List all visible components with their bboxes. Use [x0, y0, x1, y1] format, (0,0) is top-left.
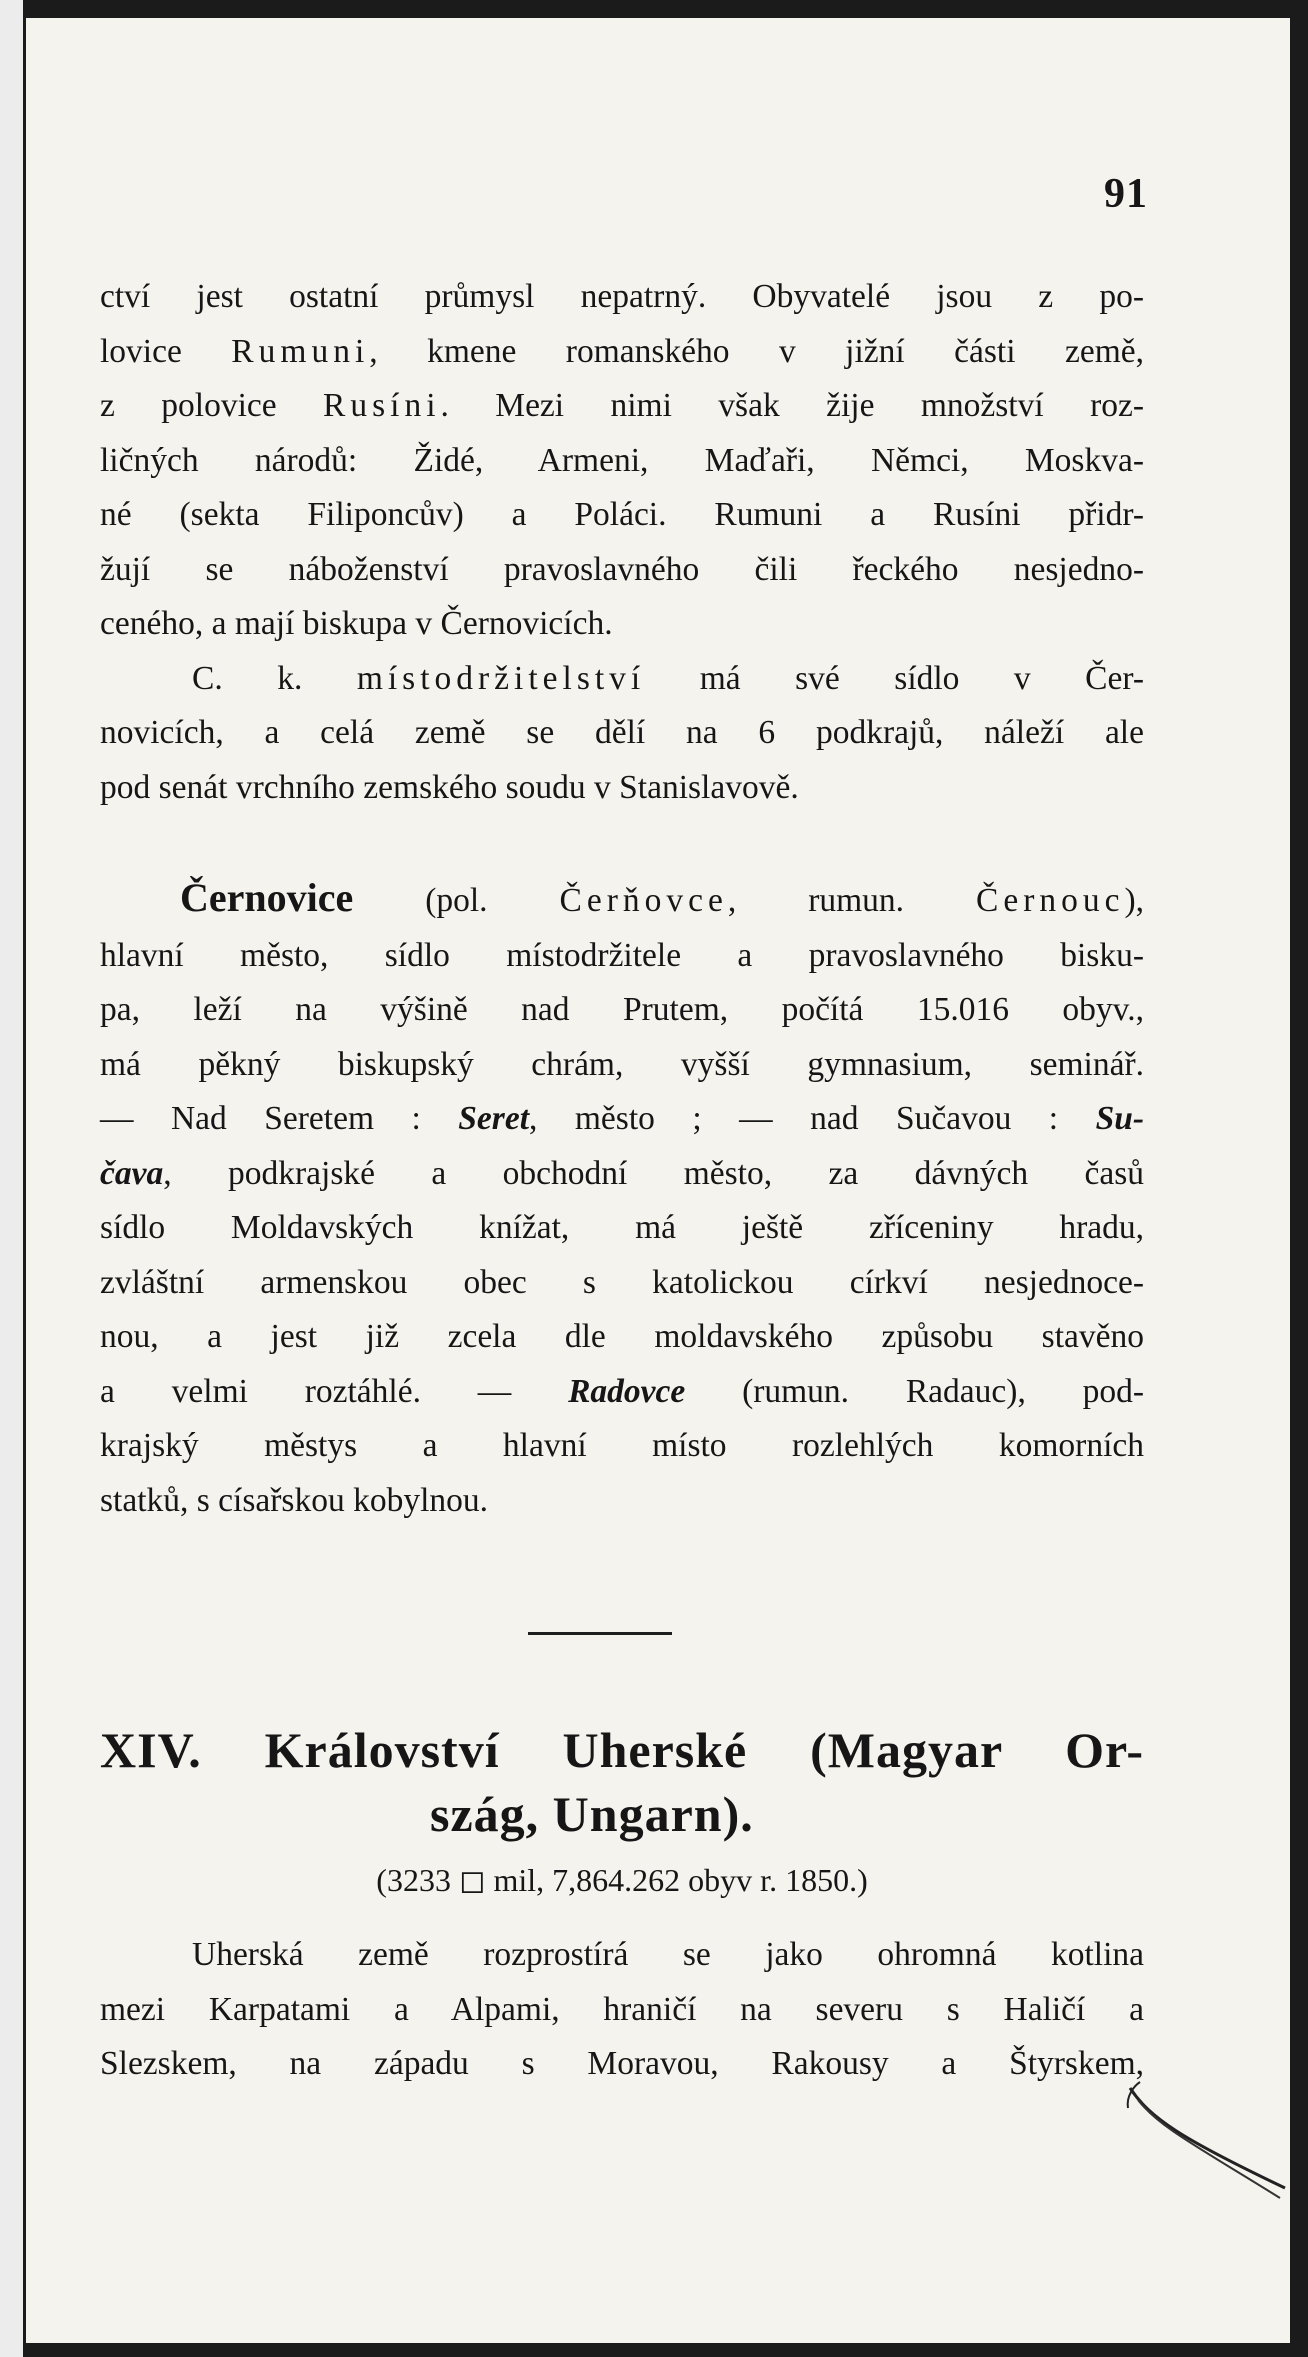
text-line: sídlo Moldavských knížat, má ještě zříceniny hradu,	[100, 1209, 1144, 1246]
text-line: čava, podkrajské a obchodní město, za dávných časů	[100, 1154, 1144, 1192]
place-name-italic: Radovce	[568, 1372, 686, 1410]
text-line: žují se náboženství pravoslavného čili řeckého nesjedno-	[100, 550, 1144, 588]
text-line: Černovice (pol. Čerňovce, rumun. Černouc),	[180, 875, 1145, 920]
text-line: pod senát vrchního zemského soudu v Stanislavově.	[100, 768, 799, 806]
text-line: krajský městys a hlavní místo rozlehlých komorních	[100, 1427, 1144, 1464]
section-divider	[528, 1632, 672, 1635]
text-line: pa, leží na výšině nad Prutem, počítá 15.016 obyv.,	[100, 991, 1144, 1028]
paragraph-hungary	[100, 1928, 1144, 2092]
text-line: zvláštní armenskou obec s katolickou církví nesjednoce-	[100, 1263, 1144, 1301]
text-line: C. k. místodržitelství má své sídlo v Čer-	[192, 659, 1144, 697]
text-line: statků, s císařskou kobylnou.	[100, 1481, 489, 1519]
place-name-italic: čava	[100, 1154, 164, 1192]
text-line: a velmi roztáhlé. — Radovce (rumun. Radauc), pod-	[100, 1372, 1145, 1410]
text-line: novicích, a celá země se dělí na 6 podkrajů, náleží ale	[100, 714, 1144, 751]
heading-line: XIV. Království Uherské (Magyar Or-	[100, 1722, 1144, 1778]
pencil-mark-icon	[1110, 2078, 1290, 2258]
text-line: ceného, a mají biskupa v Černovicích.	[100, 605, 613, 642]
section-subheading: (3233 ◻ mil, 7,864.262 obyv r. 1850.)	[376, 1862, 868, 1898]
text-line: Uherská země rozprostírá se jako ohromná kotlina	[192, 1936, 1144, 1973]
text-line: nou, a jest již zcela dle moldavského způsobu stavěno	[100, 1318, 1144, 1355]
text-line: hlavní město, sídlo místodržitele a pravoslavného bisku-	[100, 936, 1144, 974]
text-line: má pěkný biskupský chrám, vyšší gymnasium, seminář.	[100, 1045, 1144, 1083]
section-heading	[100, 1718, 1144, 1846]
text-line: ličných národů: Židé, Armeni, Maďaři, Němci, Moskva-	[100, 441, 1144, 479]
text-line: mezi Karpatami a Alpami, hraničí na severu s Haličí a	[100, 1990, 1144, 2028]
heading-line: szág, Ungarn).	[430, 1786, 754, 1842]
book-page	[26, 18, 1290, 2343]
text-line: ctví jest ostatní průmysl nepatrný. Obyvatelé jsou z po-	[100, 278, 1144, 315]
text-line: — Nad Seretem : Seret, město ; — nad Sučavou : Su-	[100, 1100, 1145, 1137]
text-line: z polovice Rusíni. Mezi nimi však žije množství roz-	[100, 387, 1144, 424]
text-line: né (sekta Filiponcův) a Poláci. Rumuni a Rusíni přidr-	[100, 496, 1144, 533]
text-line: Slezskem, na západu s Moravou, Rakousy a Štyrskem,	[100, 2045, 1144, 2082]
spaced-term: Rumuni	[231, 332, 370, 370]
place-name-italic: Su-	[1095, 1100, 1145, 1137]
paragraph-cernovice	[100, 871, 1144, 1528]
spaced-term: Rusíni	[323, 387, 441, 424]
spaced-term: místodržitelství	[356, 659, 646, 697]
text-line: lovice Rumuni, kmene romanského v jižní části země,	[100, 332, 1144, 370]
place-name-italic: Seret	[458, 1100, 530, 1137]
paragraph-population	[100, 270, 1144, 815]
spaced-term: Čerňovce	[559, 882, 728, 919]
page-number: 91	[1104, 171, 1148, 217]
spaced-term: Černouc	[976, 882, 1125, 919]
left-page-edge	[0, 0, 26, 2357]
place-name-bold: Černovice	[180, 875, 354, 920]
